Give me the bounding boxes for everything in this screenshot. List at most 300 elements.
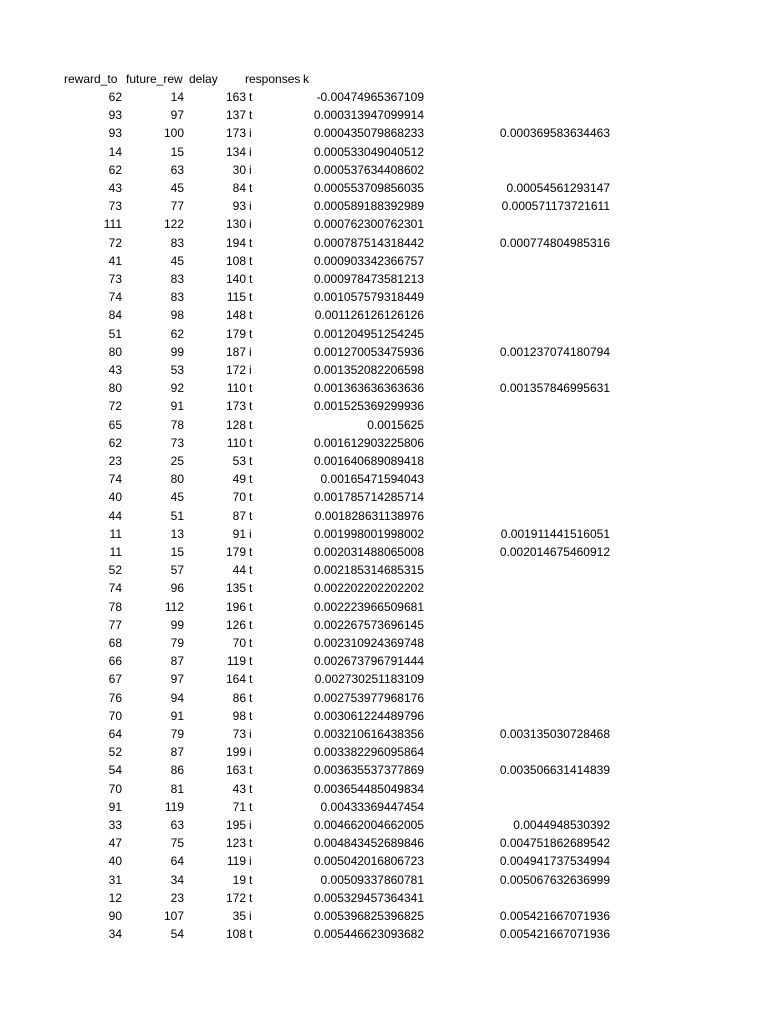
reward-to-cell[interactable]: 52: [108, 745, 122, 760]
future-rew-cell[interactable]: 119: [164, 799, 184, 814]
k-cell[interactable]: 0.002202202202202: [313, 581, 424, 596]
reward-to-cell[interactable]: 43: [108, 363, 122, 377]
delay-cell[interactable]: 137: [225, 108, 246, 123]
k-cell[interactable]: -0.00474965367109: [316, 90, 424, 104]
k-avg-cell[interactable]: 0.000571173721611: [501, 199, 610, 214]
response-cell[interactable]: t: [249, 781, 253, 796]
k-cell[interactable]: 0.001998001998002: [313, 526, 424, 541]
delay-cell[interactable]: 19: [232, 872, 246, 887]
k-cell[interactable]: 0.005042016806723: [313, 854, 424, 869]
reward-to-cell[interactable]: 93: [108, 108, 122, 123]
delay-cell[interactable]: 53: [232, 454, 246, 468]
table-row: [0, 215, 768, 233]
k-cell[interactable]: 0.002267573696145: [313, 617, 424, 632]
delay-cell[interactable]: 119: [226, 654, 246, 669]
k-cell[interactable]: 0.001612903225806: [313, 435, 424, 450]
future-rew-cell[interactable]: 87: [170, 745, 184, 760]
reward-to-cell[interactable]: 70: [108, 781, 122, 796]
k-avg-cell[interactable]: [460, 561, 610, 579]
future-rew-cell[interactable]: 13: [170, 526, 184, 541]
k-avg-cell[interactable]: [460, 689, 610, 707]
k-cell[interactable]: 0.003654485049834: [313, 781, 424, 796]
reward-to-cell[interactable]: 84: [108, 308, 122, 323]
future-rew-cell[interactable]: 62: [170, 326, 184, 341]
k-avg-cell[interactable]: 0.001911441516051: [500, 526, 610, 541]
response-cell[interactable]: t: [249, 435, 253, 450]
k-cell[interactable]: 0.005446623093682: [313, 927, 424, 942]
future-rew-cell[interactable]: 78: [170, 417, 184, 432]
future-rew-cell[interactable]: 45: [170, 253, 184, 268]
reward-to-cell[interactable]: 65: [108, 417, 122, 432]
k-avg-cell[interactable]: [460, 780, 610, 798]
future-rew-cell[interactable]: 63: [170, 162, 184, 177]
k-cell[interactable]: 0.003061224489796: [313, 708, 424, 723]
k-cell[interactable]: 0.002753977968176: [313, 690, 424, 705]
table-row: [0, 88, 768, 106]
reward-to-cell[interactable]: 68: [108, 636, 122, 650]
response-cell[interactable]: t: [249, 672, 253, 687]
delay-cell[interactable]: 179: [225, 326, 246, 341]
k-avg-cell[interactable]: [460, 579, 610, 597]
k-cell[interactable]: 0.005329457364341: [313, 890, 424, 905]
future-rew-cell[interactable]: 79: [170, 636, 184, 650]
future-rew-cell[interactable]: 53: [170, 363, 184, 377]
response-cell[interactable]: t: [249, 890, 253, 905]
future-rew-cell[interactable]: 15: [170, 144, 184, 159]
future-rew-cell[interactable]: 87: [170, 654, 184, 669]
response-cell[interactable]: t: [249, 454, 253, 468]
response-cell[interactable]: t: [249, 545, 253, 559]
response-cell[interactable]: i: [249, 818, 252, 832]
k-cell[interactable]: 0.002310924369748: [313, 636, 424, 650]
response-cell[interactable]: i: [249, 162, 252, 177]
k-avg-cell[interactable]: [460, 325, 610, 343]
table-row: [0, 689, 768, 707]
future-rew-cell[interactable]: 83: [170, 272, 184, 286]
reward-to-cell[interactable]: 34: [108, 927, 122, 942]
k-avg-cell[interactable]: [460, 889, 610, 907]
future-rew-cell[interactable]: 91: [170, 708, 184, 723]
k-avg-cell[interactable]: [460, 470, 610, 488]
reward-to-cell[interactable]: 62: [108, 90, 122, 104]
reward-to-cell[interactable]: 11: [109, 526, 122, 541]
k-avg-cell[interactable]: [460, 270, 610, 288]
response-cell[interactable]: i: [249, 526, 252, 541]
k-avg-cell[interactable]: [460, 616, 610, 634]
reward-to-cell[interactable]: 76: [108, 690, 122, 705]
table-row: [0, 361, 768, 379]
response-cell[interactable]: t: [249, 108, 253, 123]
future-rew-cell[interactable]: 77: [170, 199, 184, 214]
future-rew-cell[interactable]: 14: [170, 90, 184, 104]
response-cell[interactable]: t: [249, 690, 253, 705]
delay-cell[interactable]: 123: [225, 836, 246, 851]
future-rew-cell[interactable]: 81: [170, 781, 184, 796]
response-cell[interactable]: i: [249, 854, 252, 869]
k-avg-cell[interactable]: 0.002014675460912: [499, 545, 610, 559]
delay-cell[interactable]: 173: [225, 126, 246, 141]
response-cell[interactable]: t: [249, 272, 253, 286]
k-avg-cell[interactable]: [460, 106, 610, 124]
k-cell[interactable]: 0.001352082206598: [313, 363, 424, 377]
response-cell[interactable]: i: [249, 909, 252, 923]
k-cell[interactable]: 0.002730251183109: [314, 672, 424, 687]
reward-to-cell[interactable]: 73: [108, 199, 122, 214]
delay-cell[interactable]: 44: [232, 563, 246, 578]
table-row: [0, 397, 768, 415]
delay-cell[interactable]: 119: [226, 854, 246, 869]
k-cell[interactable]: 0.000537634408602: [313, 162, 424, 177]
header-delay[interactable]: delay: [189, 72, 218, 86]
k-cell[interactable]: 0.003382296095864: [313, 745, 424, 760]
k-avg-cell[interactable]: 0.001237074180794: [499, 344, 610, 359]
future-rew-cell[interactable]: 51: [170, 508, 184, 523]
delay-cell[interactable]: 30: [232, 162, 246, 177]
k-avg-cell[interactable]: [460, 143, 610, 161]
reward-to-cell[interactable]: 78: [108, 599, 122, 614]
response-cell[interactable]: t: [249, 290, 253, 305]
reward-to-cell[interactable]: 73: [108, 272, 122, 286]
reward-to-cell[interactable]: 66: [108, 654, 122, 669]
response-cell[interactable]: i: [249, 199, 252, 214]
reward-to-cell[interactable]: 31: [108, 872, 122, 887]
k-cell[interactable]: 0.003635537377869: [313, 763, 424, 778]
response-cell[interactable]: i: [249, 363, 252, 377]
response-cell[interactable]: t: [249, 472, 253, 487]
k-avg-cell[interactable]: [460, 798, 610, 816]
future-rew-cell[interactable]: 107: [163, 909, 184, 923]
delay-cell[interactable]: 43: [232, 781, 246, 796]
k-cell[interactable]: 0.00433369447454: [320, 799, 424, 814]
delay-cell[interactable]: 179: [225, 545, 246, 559]
response-cell[interactable]: t: [249, 708, 253, 723]
future-rew-cell[interactable]: 100: [163, 126, 184, 141]
k-cell[interactable]: 0.000903342366757: [313, 253, 424, 268]
response-cell[interactable]: t: [249, 872, 253, 887]
header-k[interactable]: k: [303, 72, 309, 86]
future-rew-cell[interactable]: 73: [170, 435, 184, 450]
k-avg-cell[interactable]: [460, 652, 610, 670]
response-cell[interactable]: i: [249, 144, 252, 159]
k-cell[interactable]: 0.0015625: [367, 417, 424, 432]
k-cell[interactable]: 0.000553709856035: [313, 181, 424, 195]
future-rew-cell[interactable]: 97: [170, 108, 184, 123]
response-cell[interactable]: t: [249, 253, 253, 268]
delay-cell[interactable]: 135: [225, 581, 246, 596]
k-avg-cell[interactable]: 0.0044948530392: [513, 818, 610, 832]
response-cell[interactable]: t: [249, 181, 253, 195]
k-avg-cell[interactable]: 0.000369583634463: [499, 126, 610, 141]
future-rew-cell[interactable]: 83: [170, 235, 184, 250]
future-rew-cell[interactable]: 97: [170, 672, 184, 687]
reward-to-cell[interactable]: 52: [108, 563, 122, 578]
response-cell[interactable]: t: [249, 617, 253, 632]
reward-to-cell[interactable]: 64: [108, 727, 122, 741]
k-avg-cell[interactable]: [460, 361, 610, 379]
delay-cell[interactable]: 195: [225, 818, 246, 832]
response-cell[interactable]: t: [249, 417, 253, 432]
k-cell[interactable]: 0.001363636363636: [313, 381, 424, 396]
table-row: [0, 561, 768, 579]
reward-to-cell[interactable]: 54: [108, 763, 122, 778]
reward-to-cell[interactable]: 70: [108, 708, 122, 723]
future-rew-cell[interactable]: 96: [170, 581, 184, 596]
k-cell[interactable]: 0.000589188392989: [313, 199, 424, 214]
delay-cell[interactable]: 71: [232, 799, 246, 814]
table-row: [0, 470, 768, 488]
future-rew-cell[interactable]: 94: [170, 690, 184, 705]
future-rew-cell[interactable]: 83: [170, 290, 184, 305]
response-cell[interactable]: t: [249, 927, 253, 942]
reward-to-cell[interactable]: 111: [103, 217, 122, 232]
future-rew-cell[interactable]: 64: [170, 854, 184, 869]
k-avg-cell[interactable]: [460, 507, 610, 525]
delay-cell[interactable]: 163: [225, 90, 246, 104]
k-avg-cell[interactable]: [460, 416, 610, 434]
reward-to-cell[interactable]: 72: [108, 399, 122, 414]
future-rew-cell[interactable]: 63: [170, 818, 184, 832]
k-avg-cell[interactable]: [460, 598, 610, 616]
response-cell[interactable]: t: [249, 326, 253, 341]
response-cell[interactable]: t: [249, 90, 253, 104]
response-cell[interactable]: t: [249, 490, 253, 505]
response-cell[interactable]: i: [249, 745, 252, 760]
reward-to-cell[interactable]: 14: [108, 144, 122, 159]
delay-cell[interactable]: 128: [225, 417, 246, 432]
k-avg-cell[interactable]: [460, 452, 610, 470]
reward-to-cell[interactable]: 80: [108, 344, 122, 359]
k-avg-cell[interactable]: 0.005421667071936: [499, 927, 610, 942]
k-cell[interactable]: 0.004662004662005: [313, 818, 424, 832]
reward-to-cell[interactable]: 33: [108, 818, 122, 832]
k-cell[interactable]: 0.002031488065008: [313, 545, 424, 559]
future-rew-cell[interactable]: 91: [170, 399, 184, 414]
k-avg-cell[interactable]: [460, 88, 610, 106]
k-avg-cell[interactable]: [460, 252, 610, 270]
reward-to-cell[interactable]: 12: [108, 890, 122, 905]
response-cell[interactable]: t: [249, 599, 253, 614]
delay-cell[interactable]: 172: [225, 363, 246, 377]
delay-cell[interactable]: 70: [232, 490, 246, 505]
table-row: [0, 416, 768, 434]
k-avg-cell[interactable]: 0.004941737534994: [499, 854, 610, 869]
reward-to-cell[interactable]: 74: [108, 472, 122, 487]
reward-to-cell[interactable]: 51: [108, 326, 122, 341]
response-cell[interactable]: t: [249, 581, 253, 596]
future-rew-cell[interactable]: 45: [170, 490, 184, 505]
header-row: [0, 70, 768, 88]
k-cell[interactable]: 0.001525369299936: [313, 399, 424, 414]
delay-cell[interactable]: 187: [225, 344, 246, 359]
table-row: [0, 670, 768, 688]
future-rew-cell[interactable]: 99: [170, 344, 184, 359]
delay-cell[interactable]: 140: [225, 272, 246, 286]
future-rew-cell[interactable]: 57: [170, 563, 184, 578]
k-avg-cell[interactable]: 0.003506631414839: [499, 763, 610, 778]
header-reward-to[interactable]: reward_to: [64, 72, 118, 86]
delay-cell[interactable]: 108: [225, 253, 246, 268]
reward-to-cell[interactable]: 40: [108, 854, 122, 869]
reward-to-cell[interactable]: 90: [108, 909, 122, 923]
k-avg-cell[interactable]: [460, 288, 610, 306]
k-cell[interactable]: 0.001785714285714: [313, 490, 424, 505]
k-cell[interactable]: 0.001270053475936: [313, 344, 424, 359]
reward-to-cell[interactable]: 41: [108, 253, 122, 268]
response-cell[interactable]: t: [249, 636, 253, 650]
delay-cell[interactable]: 173: [225, 399, 246, 414]
delay-cell[interactable]: 164: [225, 672, 246, 687]
k-cell[interactable]: 0.000533049040512: [313, 144, 424, 159]
future-rew-cell[interactable]: 79: [170, 727, 184, 741]
future-rew-cell[interactable]: 92: [170, 381, 184, 396]
response-cell[interactable]: t: [249, 381, 253, 396]
future-rew-cell[interactable]: 80: [170, 472, 184, 487]
k-cell[interactable]: 0.000762300762301: [313, 217, 424, 232]
k-cell[interactable]: 0.002673796791444: [313, 654, 424, 669]
future-rew-cell[interactable]: 54: [170, 927, 184, 942]
delay-cell[interactable]: 98: [232, 708, 246, 723]
delay-cell[interactable]: 110: [226, 435, 246, 450]
k-avg-cell[interactable]: [460, 397, 610, 415]
k-avg-cell[interactable]: [460, 670, 610, 688]
future-rew-cell[interactable]: 99: [170, 617, 184, 632]
k-cell[interactable]: 0.003210616438356: [313, 727, 424, 741]
header-future-rew[interactable]: future_rew: [126, 72, 183, 86]
future-rew-cell[interactable]: 23: [170, 890, 184, 905]
k-cell[interactable]: 0.005396825396825: [313, 909, 424, 923]
future-rew-cell[interactable]: 25: [170, 454, 184, 468]
delay-cell[interactable]: 87: [232, 508, 246, 523]
delay-cell[interactable]: 70: [232, 636, 246, 650]
response-cell[interactable]: i: [249, 727, 252, 741]
reward-to-cell[interactable]: 62: [108, 435, 122, 450]
k-avg-cell[interactable]: 0.000774804985316: [499, 235, 610, 250]
future-rew-cell[interactable]: 86: [170, 763, 184, 778]
response-cell[interactable]: t: [249, 308, 253, 323]
reward-to-cell[interactable]: 80: [108, 381, 122, 396]
k-cell[interactable]: 0.000787514318442: [313, 235, 424, 250]
response-cell[interactable]: i: [249, 126, 252, 141]
response-cell[interactable]: t: [249, 799, 253, 814]
delay-cell[interactable]: 49: [232, 472, 246, 487]
reward-to-cell[interactable]: 40: [108, 490, 122, 505]
future-rew-cell[interactable]: 75: [170, 836, 184, 851]
delay-cell[interactable]: 130: [225, 217, 246, 232]
k-avg-cell[interactable]: 0.001357846995631: [499, 381, 610, 396]
k-cell[interactable]: 0.001204951254245: [313, 326, 424, 341]
k-avg-cell[interactable]: [460, 434, 610, 452]
response-cell[interactable]: t: [249, 399, 253, 414]
future-rew-cell[interactable]: 45: [170, 181, 184, 195]
table-row: [0, 434, 768, 452]
delay-cell[interactable]: 148: [225, 308, 246, 323]
k-avg-cell[interactable]: 0.003135030728468: [499, 727, 610, 741]
delay-cell[interactable]: 115: [226, 290, 246, 305]
k-avg-cell[interactable]: [460, 161, 610, 179]
delay-cell[interactable]: 194: [225, 235, 246, 250]
reward-to-cell[interactable]: 72: [108, 235, 122, 250]
k-avg-cell[interactable]: [460, 488, 610, 506]
k-avg-cell[interactable]: [460, 634, 610, 652]
response-cell[interactable]: t: [249, 235, 253, 250]
reward-to-cell[interactable]: 74: [108, 581, 122, 596]
response-cell[interactable]: t: [249, 508, 253, 523]
response-cell[interactable]: t: [249, 836, 253, 851]
response-cell[interactable]: i: [249, 344, 252, 359]
reward-to-cell[interactable]: 47: [108, 836, 122, 851]
k-cell[interactable]: 0.004843452689846: [313, 836, 424, 851]
delay-cell[interactable]: 84: [232, 181, 246, 195]
k-avg-cell[interactable]: [460, 743, 610, 761]
k-avg-cell[interactable]: 0.005067632636999: [499, 872, 610, 887]
k-cell[interactable]: 0.00509337860781: [320, 872, 424, 887]
k-cell[interactable]: 0.00165471594043: [320, 472, 424, 487]
reward-to-cell[interactable]: 23: [108, 454, 122, 468]
response-cell[interactable]: t: [249, 654, 253, 669]
k-cell[interactable]: 0.002185314685315: [313, 563, 424, 578]
delay-cell[interactable]: 163: [225, 763, 246, 778]
future-rew-cell[interactable]: 15: [170, 545, 184, 559]
k-avg-cell[interactable]: 0.00054561293147: [506, 181, 610, 195]
response-cell[interactable]: t: [249, 763, 253, 778]
future-rew-cell[interactable]: 34: [170, 872, 184, 887]
delay-cell[interactable]: 93: [232, 199, 246, 214]
table-row: [0, 834, 768, 852]
future-rew-cell[interactable]: 98: [170, 308, 184, 323]
delay-cell[interactable]: 35: [232, 909, 246, 923]
delay-cell[interactable]: 196: [225, 599, 246, 614]
delay-cell[interactable]: 126: [225, 617, 246, 632]
k-cell[interactable]: 0.001640689089418: [313, 454, 424, 468]
k-cell[interactable]: 0.000978473581213: [313, 272, 424, 286]
delay-cell[interactable]: 86: [232, 690, 246, 705]
delay-cell[interactable]: 172: [225, 890, 246, 905]
reward-to-cell[interactable]: 93: [108, 126, 122, 141]
reward-to-cell[interactable]: 62: [108, 162, 122, 177]
reward-to-cell[interactable]: 77: [108, 617, 122, 632]
k-cell[interactable]: 0.000313947099914: [313, 108, 424, 123]
reward-to-cell[interactable]: 67: [108, 672, 122, 687]
k-avg-cell[interactable]: [460, 215, 610, 233]
future-rew-cell[interactable]: 122: [163, 217, 184, 232]
k-cell[interactable]: 0.001126126126126: [314, 308, 424, 323]
reward-to-cell[interactable]: 74: [108, 290, 122, 305]
k-cell[interactable]: 0.000435079868233: [313, 126, 424, 141]
k-avg-cell[interactable]: [460, 306, 610, 324]
k-avg-cell[interactable]: 0.005421667071936: [499, 909, 610, 923]
delay-cell[interactable]: 134: [225, 144, 246, 159]
delay-cell[interactable]: 199: [225, 745, 246, 760]
reward-to-cell[interactable]: 91: [108, 799, 122, 814]
k-avg-cell[interactable]: [460, 707, 610, 725]
delay-cell[interactable]: 91: [232, 526, 246, 541]
reward-to-cell[interactable]: 43: [108, 181, 122, 195]
header-responses[interactable]: responses: [245, 72, 301, 86]
k-avg-cell[interactable]: 0.004751862689542: [499, 836, 610, 851]
reward-to-cell[interactable]: 44: [108, 508, 122, 523]
table-row: [0, 306, 768, 324]
k-cell[interactable]: 0.002223966509681: [313, 599, 424, 614]
response-cell[interactable]: t: [249, 563, 253, 578]
future-rew-cell[interactable]: 112: [164, 599, 184, 614]
reward-to-cell[interactable]: 11: [109, 545, 122, 559]
response-cell[interactable]: i: [249, 217, 252, 232]
delay-cell[interactable]: 73: [232, 727, 246, 741]
k-cell[interactable]: 0.001828631138976: [314, 508, 424, 523]
k-cell[interactable]: 0.001057579318449: [313, 290, 424, 305]
delay-cell[interactable]: 110: [226, 381, 246, 396]
delay-cell[interactable]: 108: [225, 927, 246, 942]
